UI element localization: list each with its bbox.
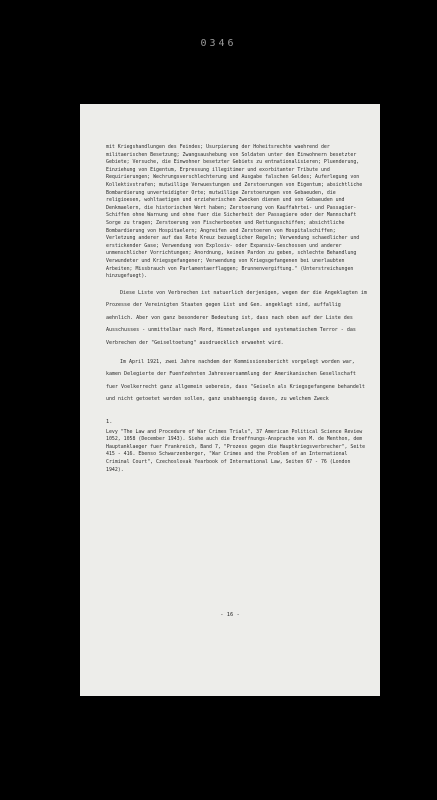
paragraph-2-text: Im April 1921, zwei Jahre nachdem der Kommissionsbericht vorgelegt worden war, kamen Delegierte der Fuenfzehnten Jahresversammlung der Amerikanischen Gesellschaft fuer Voelkerrecht ganz allgemein ueberein, dass "Geiseln als Kriegsgefangene behandelt und nicht getoetet werden sollen, ganz unabhaengig davon, zu welchem Zweck bbox=[106, 358, 365, 403]
document-body bbox=[106, 144, 368, 474]
frame-number: 0346 bbox=[200, 38, 237, 49]
paragraph-1-text: Diese Liste von Verbrechen ist natuerlich derjenigen, wegen der die Angeklagten im Prozesse der Vereinigten Staaten gegen List und Gen. angeklagt sind, auffallig aehnlich. Aber von ganz besonderer Bedeutung ist, dass nach oben auf der Liste des Ausschusses - unmittelbar nach Mord, Hinmetzelungen und systematischem Terror - das Verbrechen der "Geiseltoetung" ausdruecklich erwaehnt wird. bbox=[106, 289, 367, 347]
footnote-text: Levy "The Law and Procedure of War Crimes Trials", 37 American Political Science Review 1052, 1058 (December 1943). Siehe auch die Eroeffnungs-Ansprache von M. de Menthon, dem Hauptanklaeger fuer Frankreich, Band 7, "Prozess gegen die Hauptkriegsverbrecher", Seite 415 - 416. Ebenso Schwarzenberger, "War Crimes and the Problem of an International Criminal Court", Czechoslovak Yearbook of International Law, Seiten 67 - 76 (London 1942). bbox=[106, 428, 366, 473]
footnote-number: 1. bbox=[106, 419, 113, 426]
block-quote: mit Kriegshandlungen des Feindes; Usurpierung der Hoheitsrechte waehrend der militaerischen Besetzung; Zwangsaushebung von Soldaten unter den Einwohnern besetzter Gebiete; Versuche, die Einwohner besetzter Gebiets zu entnationalisieren; Pluenderung, Einziehung von Eigentum, Erpressung illegitimer und exorbitanter Tribute und Requirierungen; Wechrungsverschlechterung und Ausgabe falschen Geldes; Auferlegung von Kollektivstrafen; mutwillige Verwuestungen und Zerstoerungen von Eigentum; absichtliche Bombardierung unverteidigter Orte; mutwillige Zerstoerungen von Gebaeuden, die religioesen, wohltaetigen und erzieherischen Zwecken dienen und von Gebaeuden und Denkmaelern, die historischen Wert haben; Zerstoerung von Kauffahrtei- und Passagier-Schiffen ohne Warnung und ohne fuer die Sicherheit der Passagiere oder der Mannschaft Sorge zu tragen; Zerstoerung von Fischerbooten und Rettungsschiffen; absichtliche Bombardierung von Hospitaelern; Angreifen und Zerstoeren von Hospitalschiffen; Verletzung anderer auf das Rote Kreuz bezueglicher Regeln; Verwendung schaedlicher und erstickender Gase; Verwendung von Explosiv- oder Expansiv-Geschossen und anderer unmenschlicher Vorrichtungen; Anordnung, keinen Pardon zu geben, schlechte Behandlung Verwundeter und Kriegsgefangener; Verwendung von Kriegsgefangenen bei unerlaubten Arbeiten; Missbrauch von Parlamentaerflaggen; Brunnenvergiftung." (Unterstreichungen hinzugefuegt). bbox=[106, 144, 363, 280]
page-number: - 16 - bbox=[220, 612, 240, 618]
paragraph-1 bbox=[106, 287, 368, 350]
document-page bbox=[80, 104, 380, 696]
paragraph-2 bbox=[106, 356, 368, 406]
